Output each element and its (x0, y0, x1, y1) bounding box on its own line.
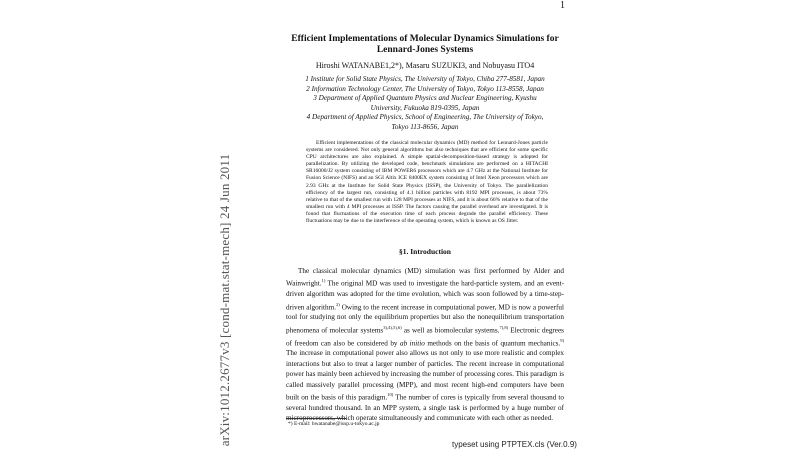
footnote-email: *) E-mail: hwatanabe@issp.u-tokyo.ac.jp (288, 421, 380, 427)
intro-text: methods on the basis of quantum mechanics. (424, 339, 561, 347)
intro-text: The increase in computational power also allows us not only to use more realistic and complex interactions but also to treat a larger number of particles. The recent increase in computational power has mainly been achieved by increasing the number of processing cores. This paradigm is called massively parallel processing (MPP), and most recent high-end computers have been built on the basis of this paradigm. (286, 349, 564, 402)
citation: 3),4),5),6) (383, 324, 402, 330)
affiliation-2: 2 Information Technology Center, The University of Tokyo, Tokyo 113-8558, Japan (306, 84, 544, 93)
footnote-divider (286, 418, 346, 419)
citation: 10) (387, 392, 394, 398)
affiliation-4: 4 Department of Applied Physics, School of Engineering, The University of Tokyo, (306, 113, 544, 122)
abstract: Efficient implementations of the classical molecular dynamics (MD) method for Lennard-Jones particle systems are considered. Not only general algorithms but also techniques that are efficient for some specific CPU architectures are also explained. A simple spatial-decomposition-based strategy is adopted for parallelization. By utilizing the developed code, benchmark simulations are performed on a HITACHI SR16000/J2 system consisting of IBM POWER6 processors which are 4.7 GHz at the National Institute for Fusion Science (NIFS) and an SGI Altix ICE 8400EX system consisting of Intel Xeon processors which are 2.93 GHz at the Institute for Solid State Physics (ISSP), the University of Tokyo. The parallelization efficiency of the largest run, consisting of 4.1 billion particles with 8192 MPI processes, is about 73% relative to that of the smallest run with 128 MPI processes at NIFS, and it is about 66% relative to that of the smallest run with 4 MPI processes at ISSP. The factors causing the parallel overhead are investigated. It is found that fluctuations of the execution time of each process degrade the parallel efficiency. These fluctuations may be due to the interference of the operating system, which is known as OS Jitter. (306, 140, 548, 225)
introduction-text (286, 266, 564, 424)
intro-text: The classical molecular dynamics (MD) simulation was first performed by Alder and Wainwright. (286, 267, 564, 288)
affiliations (284, 75, 566, 133)
intro-text: The original MD was used to investigate the hard-particle system, and an event-driven algorithm was adopted for the time evolution, which was soon followed by a time-step-driven algorithm. (286, 279, 564, 311)
intro-text: Owing to the recent increase in computational power, MD is now a powerful tool for studying not only the equilibrium properties but also the nonequilibrium transportation phenomena of molecular systems (286, 303, 564, 335)
citation: 1) (321, 278, 326, 284)
page-number: 1 (560, 0, 565, 11)
typeset-note: typeset using PTPTEX.cls (Ver.0.9) (452, 440, 577, 449)
intro-text: The number of cores is typically from several thousand to several hundred thousand. In an MPP system, a single task is performed by a huge number of microprocessors, which operate simultaneously and communicate with each other as needed. (286, 393, 564, 423)
affiliation-4-cont: Tokyo 113-8656, Japan (391, 122, 459, 131)
citation: 7),8) (499, 324, 509, 330)
affiliation-1: 1 Institute for Solid State Physics, The University of Tokyo, Chiba 277-8581, Japan (305, 75, 545, 83)
intro-text: as well as biomolecular systems. (401, 326, 500, 335)
section-heading: §1. Introduction (399, 247, 451, 256)
intro-emphasis: ab initio (400, 339, 425, 347)
author-list: Hiroshi WATANABE1,2*), Masaru SUZUKI3, and Nobuyasu ITO4 (315, 61, 535, 70)
arxiv-identifier-text: arXiv:1012.2677v3 [cond-mat.stat-mech] 24 Jun 2011 (217, 153, 232, 447)
affiliation-3-cont: University, Fukuoka 819-0395, Japan (370, 103, 480, 112)
citation: 2) (336, 301, 340, 307)
citation: 9) (560, 337, 564, 343)
affiliation-3: 3 Department of Applied Quantum Physics and Nuclear Engineering, Kyushu (313, 94, 537, 103)
paper-title: Efficient Implementations of Molecular Dynamics Simulations for Lennard-Jones Systems (291, 34, 559, 55)
intro-text: Electronic degrees of freedom can also be considered by (286, 326, 564, 347)
